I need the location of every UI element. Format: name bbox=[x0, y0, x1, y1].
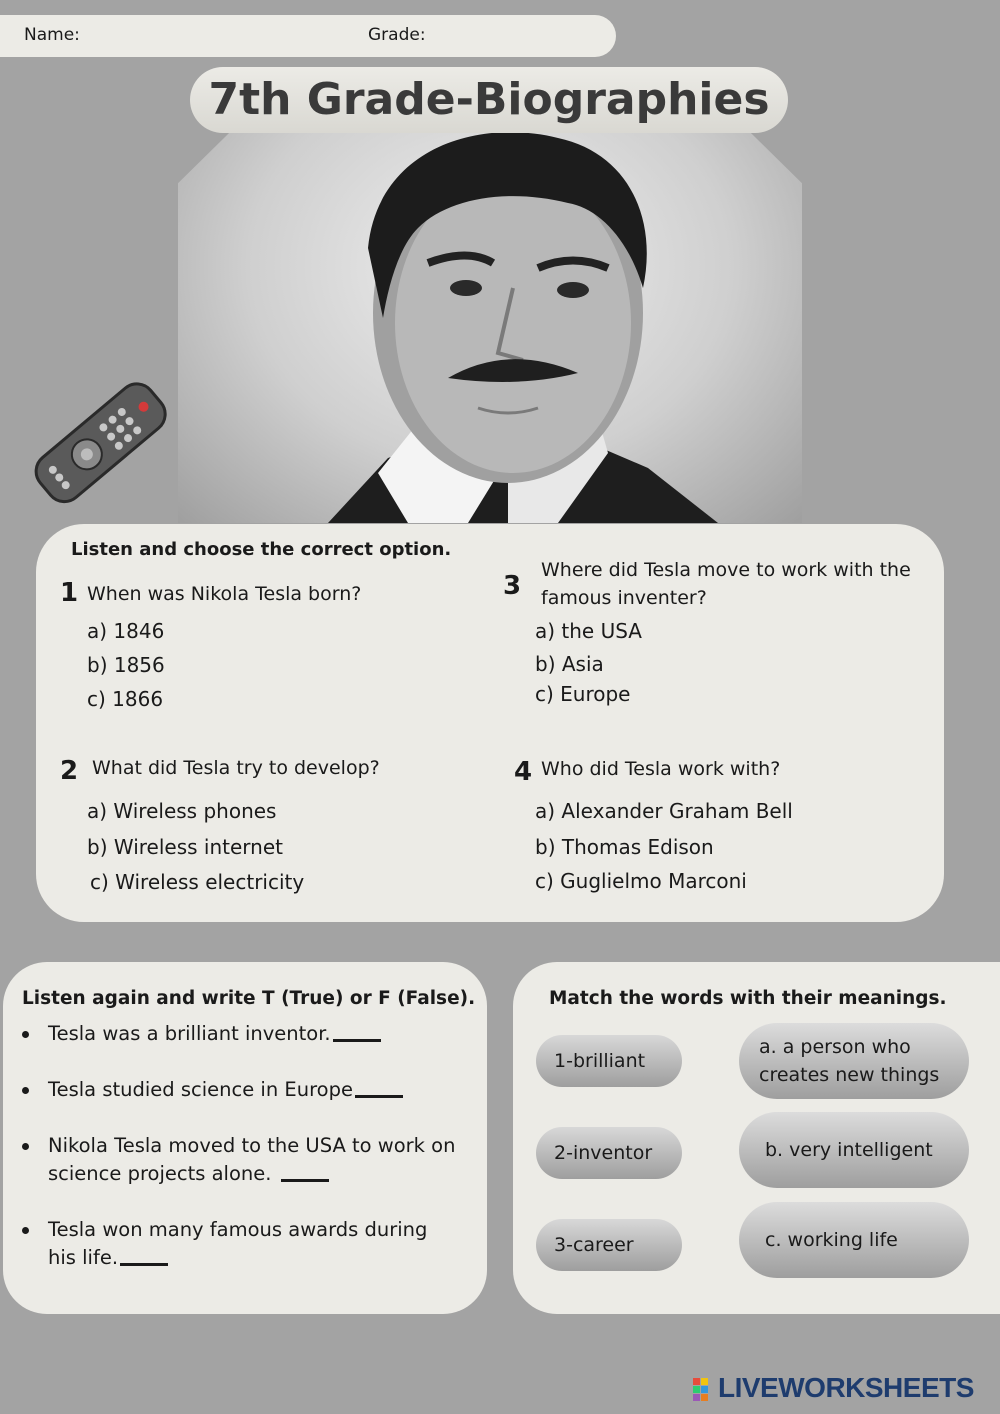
answer-option[interactable]: c) Europe bbox=[535, 682, 631, 706]
question-number: 2 bbox=[60, 756, 79, 786]
section1-heading: Listen and choose the correct option. bbox=[71, 539, 452, 560]
bullet-icon bbox=[22, 1087, 29, 1094]
answer-option[interactable]: a) Wireless phones bbox=[87, 799, 277, 823]
answer-option[interactable]: b) Thomas Edison bbox=[535, 835, 714, 859]
brand-wordmark: LIVEWORKSHEETS bbox=[718, 1372, 974, 1403]
bullet-icon bbox=[22, 1143, 29, 1150]
remote-control-icon bbox=[30, 375, 170, 510]
bullet-icon bbox=[22, 1031, 29, 1038]
match-meaning[interactable]: b. very intelligent bbox=[739, 1112, 969, 1188]
question-number: 3 bbox=[503, 571, 522, 601]
page-title: 7th Grade-Biographies bbox=[190, 67, 788, 133]
answer-option[interactable]: c) Wireless electricity bbox=[90, 870, 305, 894]
question-text: When was Nikola Tesla born? bbox=[87, 583, 362, 605]
section2-heading: Listen again and write T (True) or F (False). bbox=[22, 988, 476, 1009]
name-grade-bar bbox=[0, 15, 616, 57]
bullet-icon bbox=[22, 1227, 29, 1234]
statement-text: Tesla won many famous awards during his life. bbox=[48, 1218, 428, 1269]
answer-blank[interactable] bbox=[120, 1263, 168, 1266]
question-text: Who did Tesla work with? bbox=[541, 758, 781, 780]
statement-text: Nikola Tesla moved to the USA to work on science projects alone. bbox=[48, 1134, 456, 1185]
answer-option[interactable]: a) the USA bbox=[535, 619, 642, 643]
answer-option[interactable]: a) Alexander Graham Bell bbox=[535, 799, 793, 823]
liveworksheets-logo-icon bbox=[693, 1378, 717, 1402]
answer-option[interactable]: a) 1846 bbox=[87, 619, 165, 643]
section3-heading: Match the words with their meanings. bbox=[549, 988, 947, 1009]
answer-option[interactable]: b) 1856 bbox=[87, 653, 165, 677]
answer-option[interactable]: c) Guglielmo Marconi bbox=[535, 869, 747, 893]
answer-blank[interactable] bbox=[281, 1179, 329, 1182]
question-number: 1 bbox=[60, 578, 79, 608]
nikola-tesla-portrait bbox=[178, 128, 802, 523]
answer-option[interactable]: b) Wireless internet bbox=[87, 835, 283, 859]
match-meaning[interactable]: a. a person who creates new things bbox=[739, 1023, 969, 1099]
match-word[interactable]: 3-career bbox=[536, 1219, 682, 1271]
match-word[interactable]: 2-inventor bbox=[536, 1127, 682, 1179]
question-text: Where did Tesla move to work with the bbox=[541, 559, 911, 581]
match-meaning[interactable]: c. working life bbox=[739, 1202, 969, 1278]
answer-option[interactable]: c) 1866 bbox=[87, 687, 164, 711]
match-word[interactable]: 1-brilliant bbox=[536, 1035, 682, 1087]
question-text: What did Tesla try to develop? bbox=[92, 757, 380, 779]
statement-text: Tesla studied science in Europe bbox=[48, 1078, 353, 1101]
question-text: famous inventer? bbox=[541, 587, 707, 609]
question-number: 4 bbox=[514, 757, 533, 787]
answer-option[interactable]: b) Asia bbox=[535, 652, 604, 676]
grade-label: Grade: bbox=[368, 25, 426, 45]
answer-blank[interactable] bbox=[355, 1095, 403, 1098]
statement-text: Tesla was a brilliant inventor. bbox=[48, 1022, 331, 1045]
name-label: Name: bbox=[24, 25, 80, 45]
answer-blank[interactable] bbox=[333, 1039, 381, 1042]
